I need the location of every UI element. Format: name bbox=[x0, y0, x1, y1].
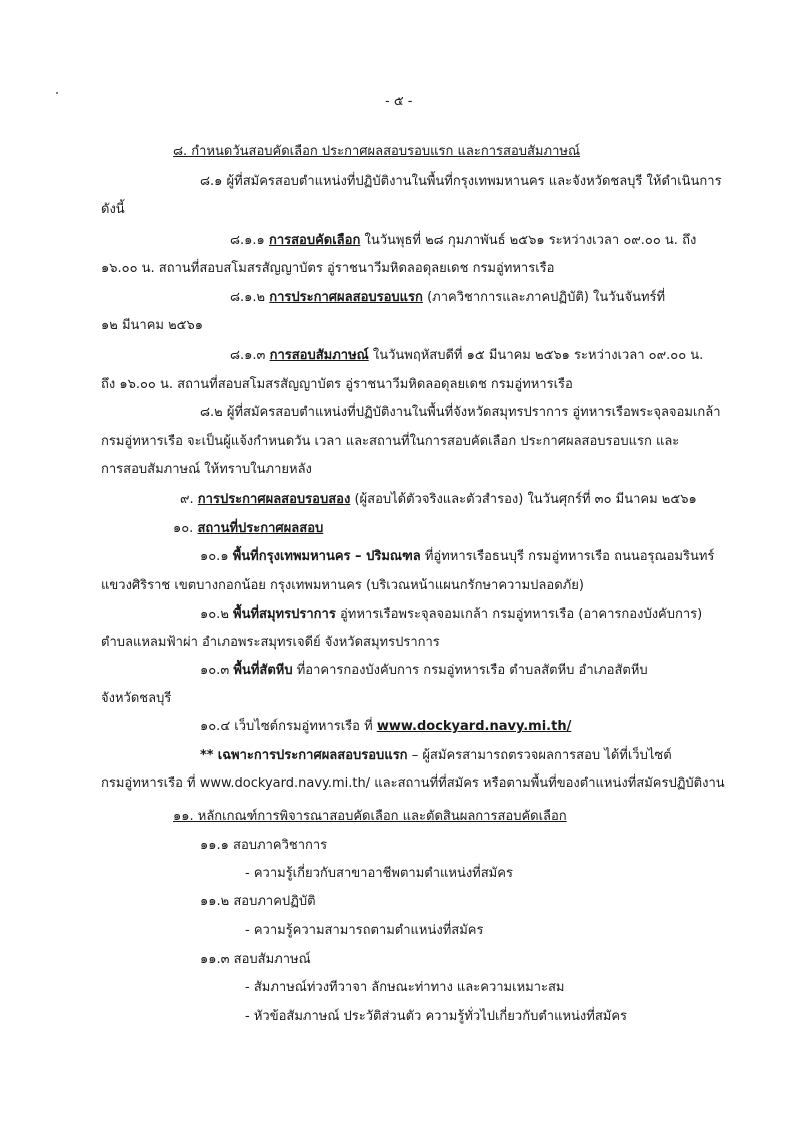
para-10-3-text: ที่อาคารกองบังคับการ กรมอู่ทหารเรือ ตำบลสัตหีบ อำเภอสัตหีบ bbox=[296, 663, 648, 678]
para-11-1-item: - ความรู้เกี่ยวกับสาขาอาชีพตามตำแหน่งที่สมัคร bbox=[245, 866, 513, 881]
para-8-1-1-label: การสอบคัดเลือก bbox=[268, 233, 361, 248]
para-11-3-item-1: - สัมภาษณ์ท่วงทีวาจา ลักษณะท่าทาง และความเหมาะสม bbox=[245, 980, 565, 995]
note-line1 bbox=[200, 747, 672, 765]
para-10-1-text: ที่อู่ทหารเรือธนบุรี กรมอู่ทหารเรือ ถนนอรุณอมรินทร์ bbox=[424, 549, 715, 564]
para-10-3-line1 bbox=[200, 662, 648, 680]
para-8-1-1-number: ๘.๑.๑ bbox=[230, 233, 265, 248]
para-8-2-line3: การสอบสัมภาษณ์ ให้ทราบในภายหลัง bbox=[101, 462, 312, 477]
para-8-1-line1: ๘.๑ ผู้ที่สมัครสอบตำแหน่งที่ปฏิบัติงานในพื้นที่กรุงเทพมหานคร และจังหวัดชลบุรี ให้ดำเนินการ bbox=[200, 174, 722, 189]
para-8-1-3-text: ในวันพฤหัสบดีที่ ๑๕ มีนาคม ๒๕๖๑ ระหว่างเวลา ๐๙.๐๐ น. bbox=[372, 348, 704, 363]
para-10-1-number: ๑๐.๑ bbox=[200, 549, 229, 564]
note-prefix: ** bbox=[200, 748, 214, 763]
para-8-1-2-label: การประกาศผลสอบรอบแรก bbox=[269, 290, 423, 305]
para-8-1-2-line1 bbox=[230, 289, 665, 307]
para-10-2-text: อู่ทหารเรือพระจุลจอมเกล้า กรมอู่ทหารเรือ (อาคารกองบังคับการ) bbox=[339, 607, 703, 622]
para-10-1-line2: แขวงศิริราช เขตบางกอกน้อย กรุงเทพมหานคร (บริเวณหน้าแผนกรักษาความปลอดภัย) bbox=[101, 578, 584, 593]
para-10-2-number: ๑๐.๒ bbox=[200, 607, 229, 622]
note-text: – ผู้สมัครสามารถตรวจผลการสอบ ได้ที่เว็บไซต์ bbox=[411, 748, 672, 763]
section-9-text: (ผู้สอบได้ตัวจริงและตัวสำรอง) ในวันศุกร์ที่ ๓๐ มีนาคม ๒๕๖๑ bbox=[354, 492, 697, 507]
para-11-3: ๑๑.๓ สอบสัมภาษณ์ bbox=[200, 952, 311, 967]
para-10-2-label: พื้นที่สมุทรปราการ bbox=[233, 607, 336, 622]
para-8-1-3-line1 bbox=[230, 347, 703, 365]
section-9-label: การประกาศผลสอบรอบสอง bbox=[197, 492, 351, 507]
para-8-1-1-line2: ๑๖.๐๐ น. สถานที่สอบสโมสรสัญญาบัตร อู่ราชนาวีมหิดลอดุลยเดช กรมอู่ทหารเรือ bbox=[101, 261, 555, 276]
para-11-1: ๑๑.๑ สอบภาควิชาการ bbox=[200, 838, 328, 853]
para-11-2-item: - ความรู้ความสามารถตามตำแหน่งที่สมัคร bbox=[245, 923, 484, 938]
note-line2: กรมอู่ทหารเรือ ที่ www.dockyard.navy.mi.th/ และสถานที่ที่สมัคร หรือตามพื้นที่ของตำแหน่งที่สมัครปฏิบัติงาน bbox=[101, 776, 725, 791]
section-11-heading: ๑๑. หลักเกณฑ์การพิจารณาสอบคัดเลือก และตัดสินผลการสอบคัดเลือก bbox=[173, 809, 567, 824]
para-10-3-label: พื้นที่สัตหีบ bbox=[233, 663, 293, 678]
para-11-3-item-2: - หัวข้อสัมภาษณ์ ประวัติส่วนตัว ความรู้ทั่วไปเกี่ยวกับตำแหน่งที่สมัคร bbox=[245, 1009, 628, 1024]
para-10-1-line1 bbox=[200, 548, 714, 566]
para-8-1-3-number: ๘.๑.๓ bbox=[230, 348, 266, 363]
para-8-2-line2: กรมอู่ทหารเรือ จะเป็นผู้แจ้งกำหนดวัน เวลา และสถานที่ในการสอบคัดเลือก ประกาศผลสอบรอบแรก และ bbox=[101, 434, 680, 449]
section-10-label: สถานที่ประกาศผลสอบ bbox=[197, 521, 324, 536]
para-8-1-1-line1 bbox=[230, 232, 696, 250]
note-label: เฉพาะการประกาศผลสอบรอบแรก bbox=[217, 748, 408, 763]
para-10-1-label: พื้นที่กรุงเทพมหานคร – ปริมณฑล bbox=[232, 549, 421, 564]
para-8-1-line2: ดังนี้ bbox=[101, 202, 125, 217]
para-11-2: ๑๑.๒ สอบภาคปฏิบัติ bbox=[200, 894, 316, 909]
para-10-3-line2: จังหวัดชลบุรี bbox=[101, 691, 172, 706]
section-9-line bbox=[180, 491, 697, 509]
website-link[interactable]: www.dockyard.navy.mi.th/ bbox=[376, 719, 572, 734]
para-8-2-line1: ๘.๒ ผู้ที่สมัครสอบตำแหน่งที่ปฏิบัติงานในพื้นที่จังหวัดสมุทรปราการ อู่ทหารเรือพระจุลจอมเกล้า bbox=[200, 405, 721, 420]
page-number: - ๕ - bbox=[385, 94, 413, 109]
para-10-3-number: ๑๐.๓ bbox=[200, 663, 230, 678]
section-8-heading: ๘. กำหนดวันสอบคัดเลือก ประกาศผลสอบรอบแรก และการสอบสัมภาษณ์ bbox=[173, 144, 581, 159]
para-8-1-2-text: (ภาควิชาการและภาคปฏิบัติ) ในวันจันทร์ที่ bbox=[427, 290, 666, 305]
para-10-2-line1 bbox=[200, 606, 702, 624]
para-10-4-text: ๑๐.๔ เว็บไซต์กรมอู่ทหารเรือ ที่ bbox=[200, 719, 373, 734]
section-10-number: ๑๐. bbox=[173, 521, 194, 536]
para-10-4-line bbox=[200, 718, 571, 736]
para-8-1-2-line2: ๑๒ มีนาคม ๒๕๖๑ bbox=[101, 318, 204, 333]
scan-speck bbox=[56, 92, 58, 94]
para-8-1-2-number: ๘.๑.๒ bbox=[230, 290, 266, 305]
para-10-2-line2: ตำบลแหลมฟ้าผ่า อำเภอพระสมุทรเจดีย์ จังหวัดสมุทรปราการ bbox=[101, 635, 440, 650]
para-8-1-3-label: การสอบสัมภาษณ์ bbox=[269, 348, 369, 363]
section-10-heading bbox=[173, 520, 323, 538]
para-8-1-1-text: ในวันพุธที่ ๒๘ กุมภาพันธ์ ๒๕๖๑ ระหว่างเวลา ๐๙.๐๐ น. ถึง bbox=[364, 233, 697, 248]
section-9-number: ๙. bbox=[180, 492, 194, 507]
para-8-1-3-line2: ถึง ๑๖.๐๐ น. สถานที่สอบสโมสรสัญญาบัตร อู่ราชนาวีมหิดลอดุลยเดช กรมอู่ทหารเรือ bbox=[101, 377, 573, 392]
